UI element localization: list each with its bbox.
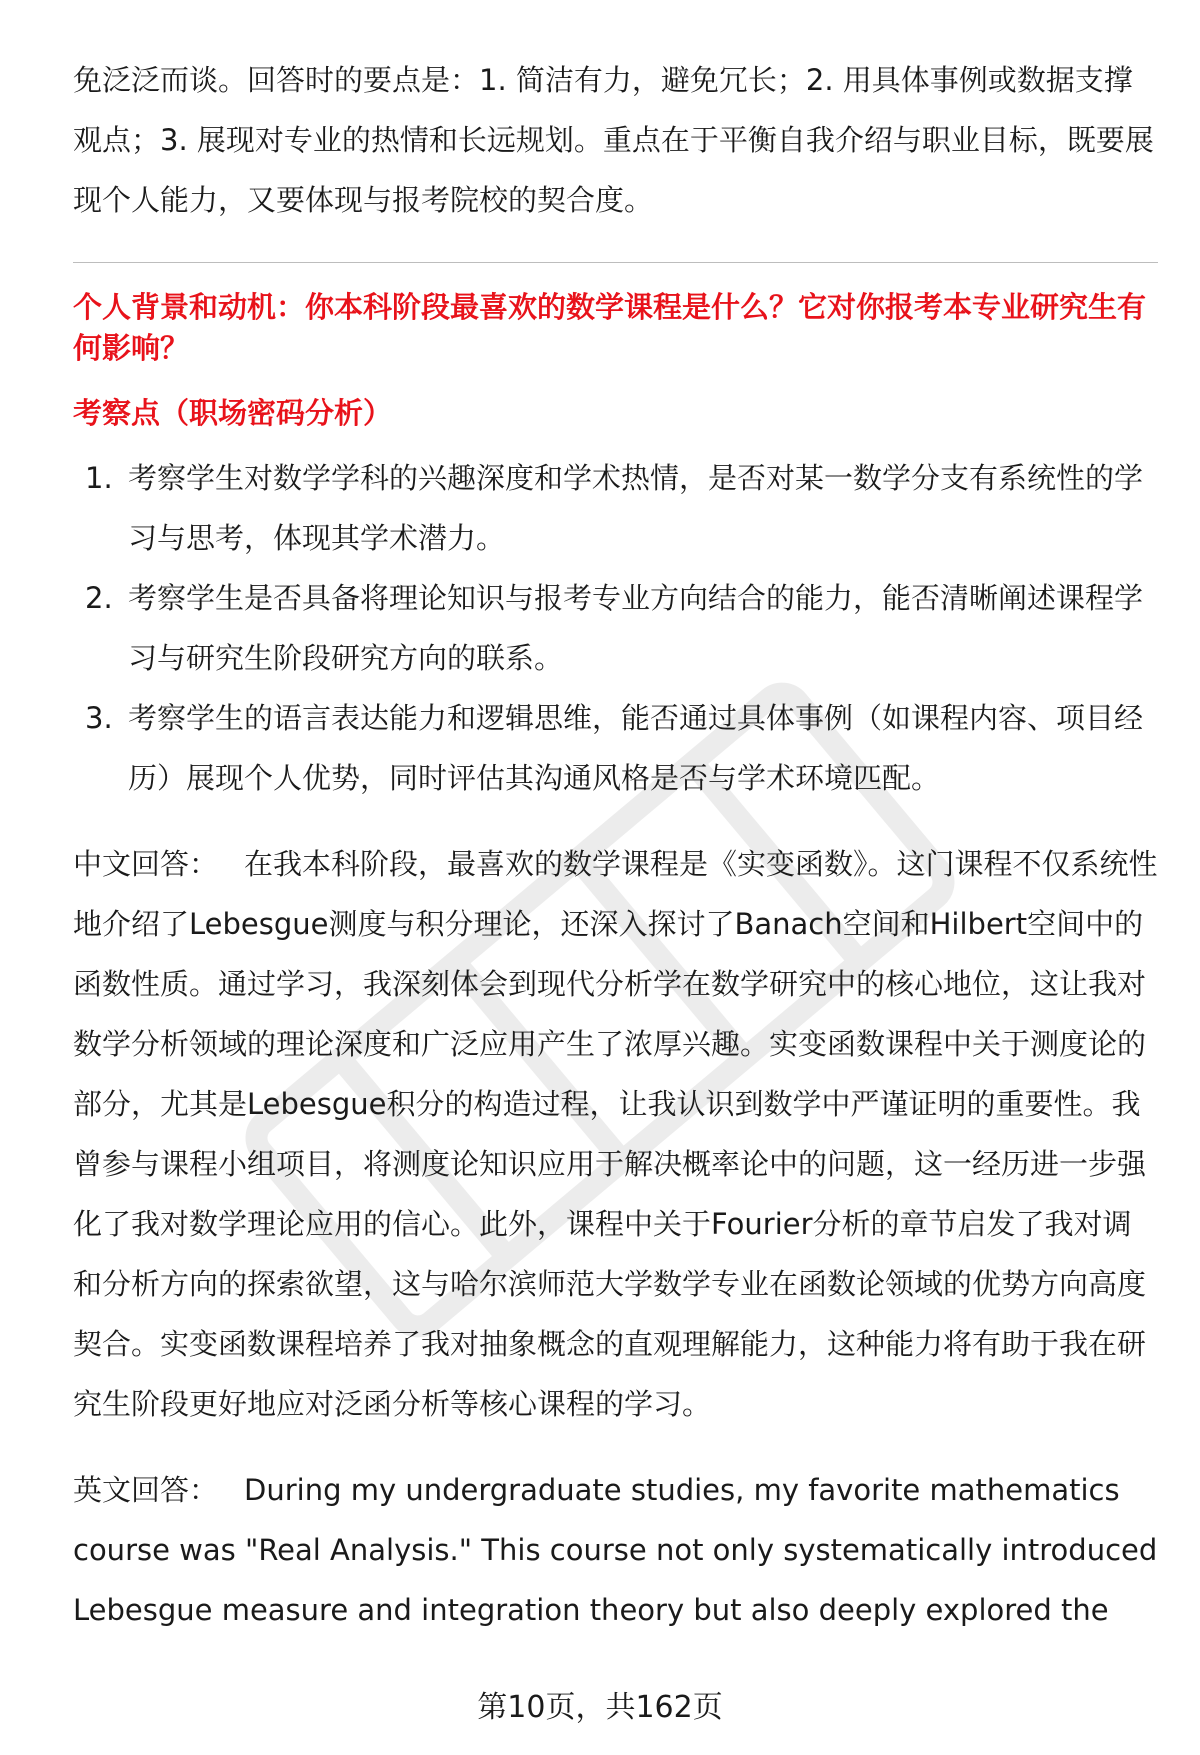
assessment-heading: 考察点（职场密码分析）: [73, 396, 393, 430]
question-heading: 个人背景和动机：你本科阶段最喜欢的数学课程是什么？它对你报考本专业研究生有何影响？: [73, 290, 1147, 365]
list-item-number: 1.: [85, 461, 113, 495]
intro-paragraph: 免泛泛而谈。回答时的要点是：1. 简洁有力，避免冗长；2. 用具体事例或数据支撑观点；3. 展现对专业的热情和长远规划。重点在于平衡自我介绍与职业目标，既要展现个人能力，又要体现与报考院校的契合度。: [73, 63, 1154, 217]
chinese-answer-label: 中文回答：: [73, 847, 219, 881]
chinese-answer-text: 在我本科阶段，最喜欢的数学课程是《实变函数》。这门课程不仅系统性地介绍了Lebesgue测度与积分理论，还深入探讨了Banach空间和Hilbert空间中的函数性质。通过学习，我深刻体会到现代分析学在数学研究中的核心地位，这让我对数学分析领域的理论深度和广泛应用产生了浓厚兴趣。实变函数课程中关于测度论的部分，尤其是Lebesgue积分的构造过程，让我认识到数学中严谨证明的重要性。我曾参与课程小组项目，将测度论知识应用于解决概率论中的问题，这一经历进一步强化了我对数学理论应用的信心。此外，课程中关于Fourier分析的章节启发了我对调和分析方向的探索欲望，这与哈尔滨师范大学数学专业在函数论领域的优势方向高度契合。实变函数课程培养了我对抽象概念的直观理解能力，这种能力将有助于我在研究生阶段更好地应对泛函分析等核心课程的学习。: [73, 847, 1158, 1421]
list-item-text: 考察学生的语言表达能力和逻辑思维，能否通过具体事例（如课程内容、项目经历）展现个人优势，同时评估其沟通风格是否与学术环境匹配。: [128, 701, 1144, 795]
assessment-list: [73, 448, 1158, 808]
page-number: 第10页，共162页: [477, 1690, 723, 1725]
english-answer-text: During my undergraduate studies, my favorite mathematics course was "Real Analysis." This course not only systematically introduced Lebesgue measure and integration theory but also deeply explored the: [73, 1473, 1158, 1627]
chinese-answer: [73, 834, 1158, 1434]
list-item: [73, 568, 1158, 688]
document-page: [73, 50, 1158, 1640]
list-item-text: 考察学生是否具备将理论知识与报考专业方向结合的能力，能否清晰阐述课程学习与研究生阶段研究方向的联系。: [128, 581, 1144, 675]
list-item-number: 2.: [85, 581, 113, 615]
english-answer: [73, 1460, 1158, 1640]
section-divider: [73, 262, 1158, 263]
list-item: [73, 448, 1158, 568]
list-item-text: 考察学生对数学学科的兴趣深度和学术热情，是否对某一数学分支有系统性的学习与思考，体现其学术潜力。: [128, 461, 1144, 555]
list-item-number: 3.: [85, 701, 113, 735]
english-answer-label: 英文回答：: [73, 1473, 219, 1507]
list-item: [73, 688, 1158, 808]
